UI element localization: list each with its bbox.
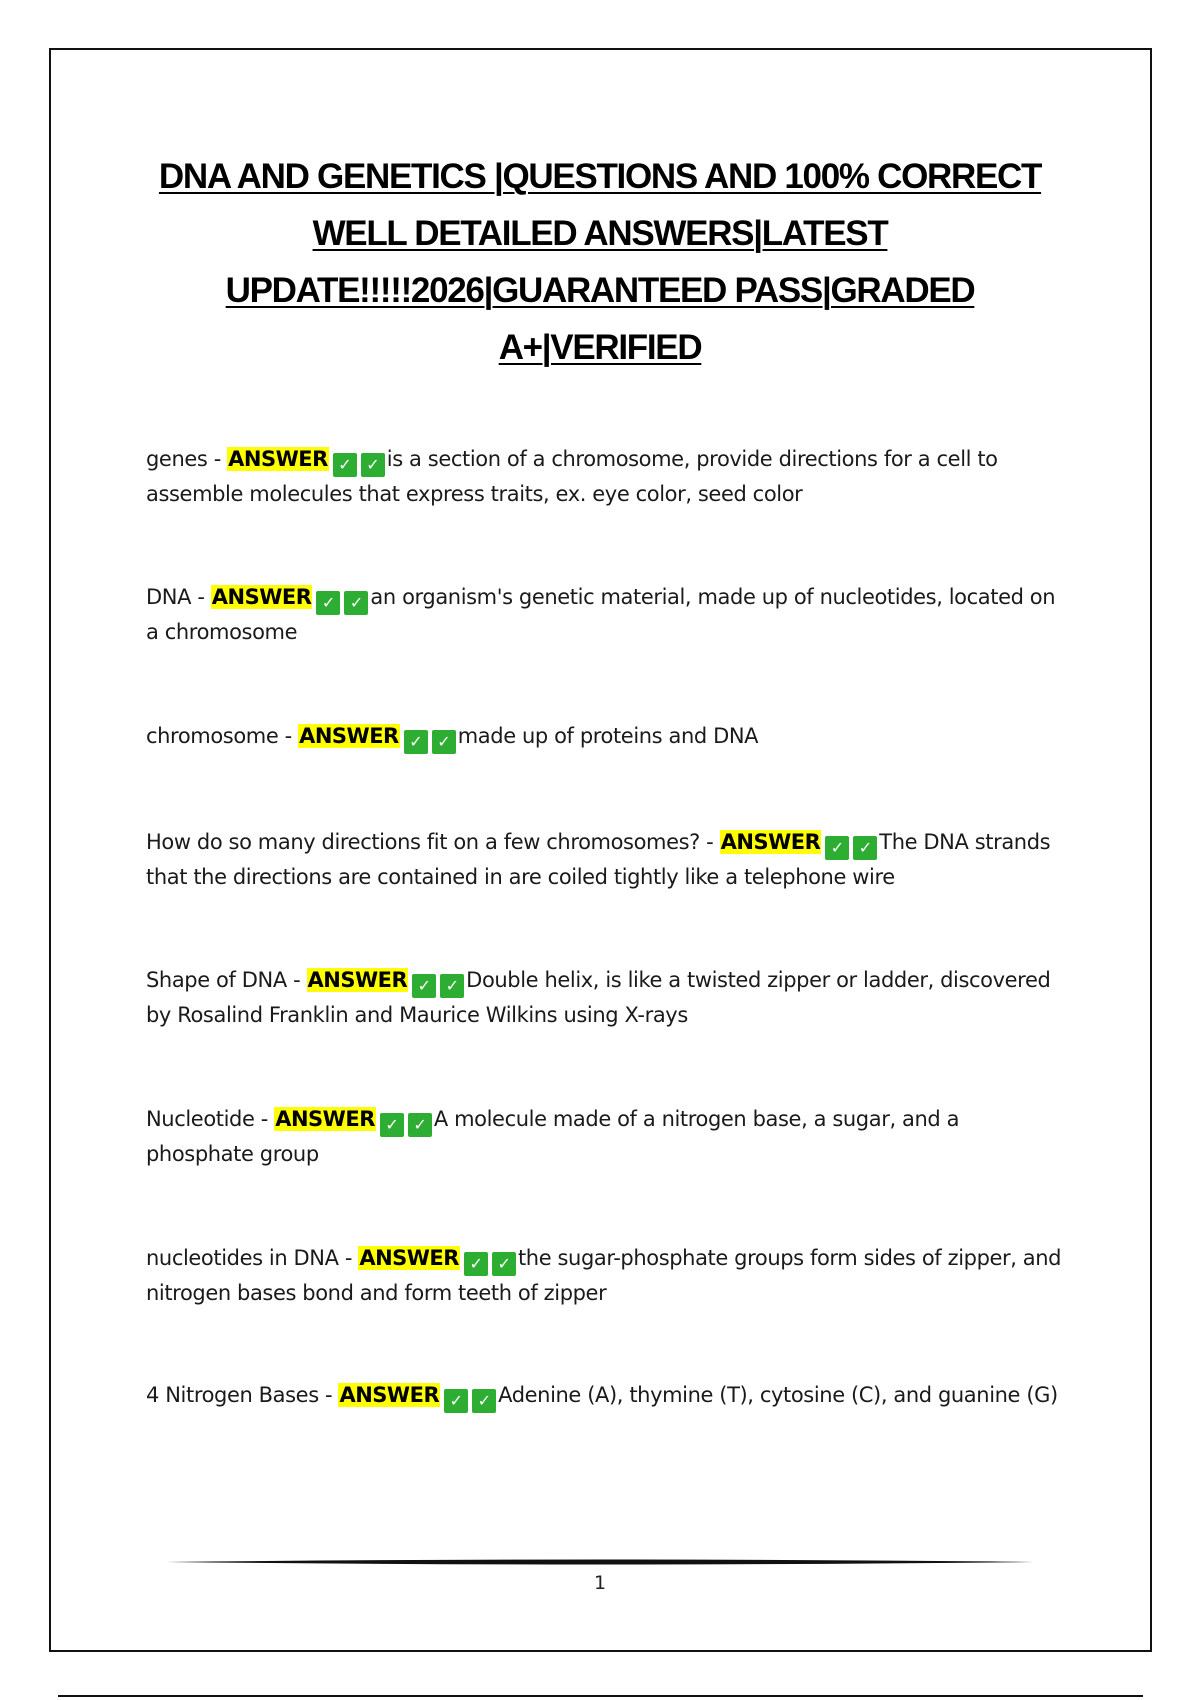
qa-answer-text: made up of proteins and DNA xyxy=(457,724,759,748)
check-mark-icon: ✓ xyxy=(404,730,428,754)
qa-item xyxy=(146,580,1066,650)
check-mark-icon: ✓ xyxy=(464,1252,488,1276)
answer-highlight-label: ANSWER xyxy=(720,830,821,854)
check-mark-icon: ✓ xyxy=(444,1389,468,1413)
qa-item xyxy=(146,719,1066,754)
answer-highlight-label: ANSWER xyxy=(307,968,408,992)
title-line-1: DNA AND GENETICS |QUESTIONS AND 100% CORRECT xyxy=(158,157,1042,196)
next-page-edge xyxy=(58,1695,1143,1697)
qa-item xyxy=(146,1241,1066,1311)
qa-separator: - xyxy=(286,968,307,992)
check-mark-icon: ✓ xyxy=(380,1113,404,1137)
check-mark-icon: ✓ xyxy=(492,1252,516,1276)
qa-answer-text: Double helix, is like a twisted zipper or ladder, discovered by Rosalind Franklin and Maurice Wilkins using X-rays xyxy=(146,968,1051,1027)
answer-highlight-label: ANSWER xyxy=(299,724,399,748)
qa-answer-text: the sugar-phosphate groups form sides of zipper, and nitrogen bases bond and form teeth of zipper xyxy=(146,1246,1062,1305)
qa-item xyxy=(146,1378,1066,1413)
page-number: 1 xyxy=(593,1572,607,1594)
title-line-3: UPDATE!!!!!2026|GUARANTEED PASS|GRADED xyxy=(225,271,975,310)
qa-answer-text: an organism's genetic material, made up of nucleotides, located on a chromosome xyxy=(146,585,1056,644)
qa-answer-text: is a section of a chromosome, provide directions for a cell to assemble molecules that express traits, ex. eye color, seed color xyxy=(146,447,998,506)
qa-term: nucleotides in DNA xyxy=(146,1246,339,1270)
check-mark-icon: ✓ xyxy=(316,591,340,615)
answer-highlight-label: ANSWER xyxy=(339,1383,440,1407)
qa-separator: - xyxy=(278,724,299,748)
qa-term: How do so many directions fit on a few chromosomes? xyxy=(146,830,700,854)
qa-item xyxy=(146,442,1066,512)
qa-answer-text: A molecule made of a nitrogen base, a sugar, and a phosphate group xyxy=(146,1107,960,1166)
qa-separator: - xyxy=(207,447,228,471)
qa-item xyxy=(146,825,1066,895)
qa-separator: - xyxy=(699,830,720,854)
answer-highlight-label: ANSWER xyxy=(275,1107,375,1131)
qa-separator: - xyxy=(191,585,211,609)
qa-separator: - xyxy=(338,1246,359,1270)
qa-answer-text: Adenine (A), thymine (T), cytosine (C), and guanine (G) xyxy=(498,1383,1058,1407)
check-mark-icon: ✓ xyxy=(412,974,436,998)
qa-separator: - xyxy=(254,1107,275,1131)
check-mark-icon: ✓ xyxy=(361,453,385,477)
check-mark-icon: ✓ xyxy=(472,1389,496,1413)
qa-term: 4 Nitrogen Bases xyxy=(146,1383,319,1407)
check-mark-icon: ✓ xyxy=(408,1113,432,1137)
qa-separator: - xyxy=(318,1383,339,1407)
qa-term: Nucleotide xyxy=(146,1107,255,1131)
check-mark-icon: ✓ xyxy=(432,730,456,754)
qa-answer-text: The DNA strands that the directions are contained in are coiled tightly like a telephone wire xyxy=(146,830,1051,889)
title-line-2: WELL DETAILED ANSWERS|LATEST xyxy=(312,214,888,253)
answer-highlight-label: ANSWER xyxy=(359,1246,459,1270)
qa-item xyxy=(146,963,1066,1033)
qa-item xyxy=(146,1102,1066,1172)
title-line-4: A+|VERIFIED xyxy=(498,328,702,367)
qa-term: chromosome xyxy=(146,724,279,748)
qa-term: DNA xyxy=(146,585,192,609)
check-mark-icon: ✓ xyxy=(333,453,357,477)
check-mark-icon: ✓ xyxy=(853,836,877,860)
check-mark-icon: ✓ xyxy=(440,974,464,998)
document-title xyxy=(100,148,1100,376)
check-mark-icon: ✓ xyxy=(825,836,849,860)
footer-divider xyxy=(166,1558,1034,1566)
check-mark-icon: ✓ xyxy=(344,591,368,615)
answer-highlight-label: ANSWER xyxy=(211,585,312,609)
qa-term: genes xyxy=(146,447,208,471)
qa-term: Shape of DNA xyxy=(146,968,287,992)
answer-highlight-label: ANSWER xyxy=(228,447,328,471)
